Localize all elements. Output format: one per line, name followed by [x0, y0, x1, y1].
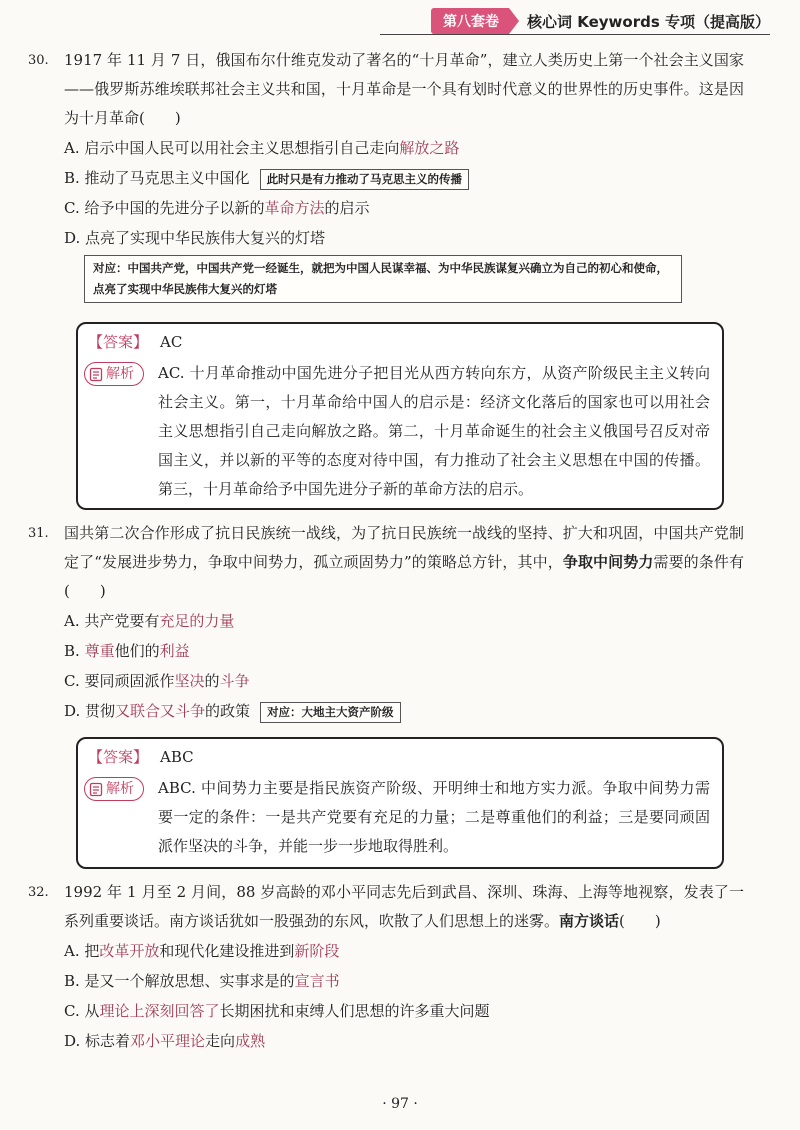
option-a: A. 启示中国人民可以用社会主义思想指引自己走向解放之路 [64, 139, 460, 157]
option-a: A. 把改革开放和现代化建设推进到新阶段 [64, 942, 340, 960]
option-b: B. 推动了马克思主义中国化 此时只是有力推动了马克思主义的传播 [64, 163, 744, 193]
option-a: A. 共产党要有充足的力量 [64, 612, 235, 630]
question-stem: 1992 年 1 月至 2 月间，88 岁高龄的邓小平同志先后到武昌、深圳、珠海、上海等地视察，发表了一系列重要谈话。南方谈话犹如一股强劲的东风，吹散了人们思想上的迷雾。南方谈话( ) [64, 883, 744, 930]
answer-value: ABC [160, 748, 194, 766]
question-31 [28, 519, 744, 726]
analysis-text: ABC. 中间势力主要是指民族资产阶级、开明绅士和地方实力派。争取中间势力需要一定的条件：一是共产党要有充足的力量；二是尊重他们的利益；三是要同顽固派作坚决的斗争，并能一步一步地取得胜利。 [158, 779, 710, 855]
option-b: B. 是又一个解放思想、实事求是的宣言书 [64, 972, 340, 990]
question-stem: 1917 年 11 月 7 日，俄国布尔什维克发动了著名的“十月革命”，建立人类历史上第一个社会主义国家——俄罗斯苏维埃联邦社会主义共和国，十月革命是一个具有划时代意义的世界性的历史事件。这是因为十月革命( ) [64, 51, 744, 127]
handwritten-note: 对应：大地主大资产阶级 [260, 702, 401, 723]
option-c: C. 给予中国的先进分子以新的革命方法的启示 [64, 199, 370, 217]
analysis-text: AC. 十月革命推动中国先进分子把目光从西方转向东方，从资产阶级民主主义转向社会主义。第一，十月革命给中国人的启示是：经济文化落后的国家也可以用社会主义思想指引自己走向解放之路。第二，十月革命诞生的社会主义俄国号召反对帝国主义，并以新的平等的态度对待中国，有力推动了社会主义思想在中国的传播。第三，十月革命给予中国先进分子新的革命方法的启示。 [158, 364, 710, 498]
option-c: C. 从理论上深刻回答了长期困扰和束缚人们思想的许多重大问题 [64, 1002, 490, 1020]
answer-label: 【答案】 AC [88, 333, 183, 351]
header-rule [380, 34, 770, 35]
option-d: D. 标志着邓小平理论走向成熟 [64, 1032, 266, 1050]
option-c: C. 要同顽固派作坚决的斗争 [64, 672, 250, 690]
handwritten-note-block: 对应：中国共产党，中国共产党一经诞生，就把为中国人民谋幸福、为中华民族谋复兴确立为自己的初心和使命，点亮了实现中华民族伟大复兴的灯塔 [84, 255, 682, 303]
handwritten-note: 此时只是有力推动了马克思主义的传播 [260, 169, 470, 190]
analysis-badge: 解析 [84, 777, 144, 801]
book-title: 核心词 Keywords 专项（提高版） [527, 12, 770, 31]
notepad-icon [89, 782, 103, 797]
answer-box-30 [76, 322, 724, 510]
question-number: 31. [28, 526, 49, 541]
question-32 [28, 878, 744, 1056]
answer-value: AC [160, 333, 183, 351]
analysis-badge: 解析 [84, 362, 144, 386]
page-header [431, 8, 770, 34]
answer-label: 【答案】 ABC [88, 748, 194, 766]
notepad-icon [89, 367, 103, 382]
page-number: · 97 · [382, 1096, 418, 1112]
question-30 [28, 46, 744, 303]
option-b: B. 尊重他们的利益 [64, 642, 190, 660]
question-number: 32. [28, 885, 49, 900]
set-tag: 第八套卷 [431, 8, 509, 34]
question-stem: 国共第二次合作形成了抗日民族统一战线，为了抗日民族统一战线的坚持、扩大和巩固，中国共产党制定了“发展进步势力，争取中间势力，孤立顽固势力”的策略总方针，其中，争取中间势力需要的条件有( ) [64, 524, 744, 600]
option-d: D. 贯彻又联合又斗争的政策 对应：大地主大资产阶级 [64, 696, 744, 726]
option-d: D. 点亮了实现中华民族伟大复兴的灯塔 [64, 229, 326, 247]
answer-box-31 [76, 737, 724, 869]
question-number: 30. [28, 53, 49, 68]
